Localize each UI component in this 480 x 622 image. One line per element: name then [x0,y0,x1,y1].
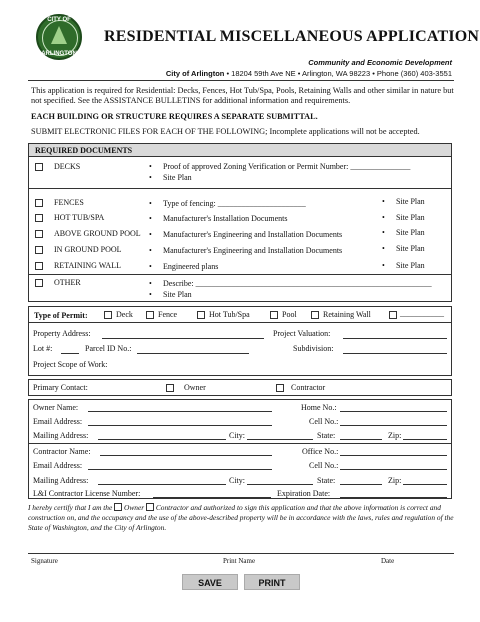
certification-text [28,503,454,533]
intro-paragraph: This application is required for Residential: Decks, Fences, Hot Tub/Spa, Pools, Retaining Walls and other similar in nature but not specified. See the ASSISTANCE BULLETINS for additional information and requirements. [31,86,454,105]
certify-contractor-checkbox[interactable] [146,503,154,511]
primary-contact-label: Primary Contact: [33,383,88,392]
owner-name-label: Owner Name: [33,403,79,412]
permit-deck-checkbox[interactable] [104,311,112,319]
contractor-email-label: Email Address: [33,461,83,470]
above-ground-pool-site-plan: • Site Plan [396,228,425,237]
city-logo [36,14,82,60]
parcel-id-field[interactable] [137,353,249,354]
subdivision-label: Subdivision: [293,344,334,353]
signature-label: Signature [31,557,58,565]
other-checkbox[interactable] [35,279,43,287]
primary-contractor-label: Contractor [291,383,326,392]
property-address-field[interactable] [102,338,264,339]
above-ground-pool-item-1: • Manufacturer's Engineering and Installation Documents [163,230,342,239]
owner-email-label: Email Address: [33,417,83,426]
hot-tub-checkbox[interactable] [35,214,43,222]
print-button[interactable]: PRINT [244,574,300,590]
signature-line[interactable] [28,553,454,554]
owner-zip-field[interactable] [403,439,447,440]
separate-submittal-note: EACH BUILDING OR STRUCTURE REQUIRES A SEPARATE SUBMITTAL. [31,112,318,121]
above-ground-pool-label: ABOVE GROUND POOL [54,229,141,238]
logo-text-bottom: ARLINGTON [41,51,77,57]
owner-state-field[interactable] [340,439,382,440]
project-valuation-field[interactable] [343,338,447,339]
contractor-name-label: Contractor Name: [33,447,91,456]
contractor-office-label: Office No.: [302,447,339,456]
property-address-label: Property Address: [33,329,91,338]
certify-owner-checkbox[interactable] [114,503,122,511]
contractor-cell-field[interactable] [340,469,447,470]
license-number-label: L&I Contractor License Number: [33,489,141,498]
page-title: RESIDENTIAL MISCELLANEOUS APPLICATION [104,28,480,45]
owner-cell-field[interactable] [340,425,447,426]
certify-pre: I hereby certify that I am the [28,503,113,512]
permit-hot-tub-label: Hot Tub/Spa [209,310,250,319]
contractor-zip-field[interactable] [403,484,447,485]
primary-contact-section [28,379,452,396]
city-name: City of Arlington [165,69,225,78]
decks-checkbox[interactable] [35,163,43,171]
contractor-cell-label: Cell No.: [309,461,339,470]
contractor-name-field[interactable] [100,455,272,456]
permit-pool-checkbox[interactable] [270,311,278,319]
subdivision-field[interactable] [343,353,447,354]
contractor-city-field[interactable] [247,484,313,485]
save-button[interactable]: SAVE [182,574,238,590]
contractor-zip-label: Zip: [388,476,402,485]
above-ground-pool-checkbox[interactable] [35,230,43,238]
owner-name-field[interactable] [88,411,272,412]
hot-tub-label: HOT TUB/SPA [54,213,105,222]
section-divider [28,322,452,323]
permit-retaining-wall-checkbox[interactable] [311,311,319,319]
other-item-1: • Describe: ___________________________________________________________ [163,279,432,288]
owner-state-label: State: [317,431,336,440]
contractor-city-label: City: [229,476,246,485]
row-divider [28,188,452,189]
decks-item-2: • Site Plan [163,173,192,182]
license-number-field[interactable] [153,497,271,498]
primary-contractor-checkbox[interactable] [276,384,284,392]
certify-post: Contractor and authorized to sign this application and that the above information is correct and construction on, and the occupancy and the use of the above-described property will be in accordance with the laws, rules and regulation of the State of Washington, and the City of Arlington. [28,503,454,532]
contractor-email-field[interactable] [88,469,272,470]
header-divider [28,80,454,81]
row-divider [28,274,452,275]
lot-label: Lot #: [33,344,53,353]
city-address [166,69,452,78]
in-ground-pool-item-1: • Manufacturer's Engineering and Installation Documents [163,246,342,255]
project-scope-label: Project Scope of Work: [33,360,108,369]
fences-label: FENCES [54,198,84,207]
date-label: Date [381,557,395,565]
owner-cell-label: Cell No.: [309,417,339,426]
department-name: Community and Economic Development [308,58,452,67]
permit-type-label: Type of Permit: [34,311,88,320]
print-name-label: Print Name [223,557,256,565]
permit-retaining-wall-label: Retaining Wall [323,310,371,319]
owner-email-field[interactable] [88,425,272,426]
hot-tub-site-plan: • Site Plan [396,213,425,222]
logo-text-top: CITY OF [47,17,71,23]
retaining-wall-item-1: • Engineered plans [163,262,218,271]
contractor-mailing-field[interactable] [98,484,226,485]
required-documents-heading: REQUIRED DOCUMENTS [28,143,452,157]
contractor-office-field[interactable] [340,455,447,456]
permit-other-line[interactable]: ___________ [400,309,444,318]
permit-fence-checkbox[interactable] [146,311,154,319]
in-ground-pool-label: IN GROUND POOL [54,245,122,254]
parcel-id-label: Parcel ID No.: [85,344,132,353]
contractor-mailing-label: Mailing Address: [33,476,89,485]
owner-zip-label: Zip: [388,431,402,440]
permit-deck-label: Deck [116,310,133,319]
expiration-date-label: Expiration Date: [277,489,331,498]
tree-icon [51,26,67,44]
other-label: OTHER [54,278,81,287]
fences-site-plan: • Site Plan [396,197,425,206]
hot-tub-item-1: • Manufacturer's Installation Documents [163,214,288,223]
fences-item-1: • Type of fencing: ______________________ [163,199,306,208]
owner-city-label: City: [229,431,246,440]
owner-home-label: Home No.: [301,403,337,412]
contractor-state-field[interactable] [340,484,382,485]
permit-other-checkbox[interactable] [389,311,397,319]
owner-mailing-field[interactable] [98,439,226,440]
owner-city-field[interactable] [247,439,313,440]
fences-checkbox[interactable] [35,199,43,207]
retaining-wall-site-plan: • Site Plan [396,261,425,270]
lot-field[interactable] [61,353,79,354]
in-ground-pool-site-plan: • Site Plan [396,244,425,253]
permit-pool-label: Pool [282,310,297,319]
decks-label: DECKS [54,162,81,171]
section-divider [28,443,452,444]
decks-item-1: • Proof of approved Zoning Verification or Permit Number: _______________ [163,162,410,171]
owner-mailing-label: Mailing Address: [33,431,89,440]
certify-owner-label: Owner [124,503,145,512]
in-ground-pool-checkbox[interactable] [35,246,43,254]
primary-owner-checkbox[interactable] [166,384,174,392]
retaining-wall-label: RETAINING WALL [54,261,121,270]
address-text: • 18204 59th Ave NE • Arlington, WA 98223 • Phone (360) 403-3551 [226,69,452,78]
retaining-wall-checkbox[interactable] [35,262,43,270]
owner-home-field[interactable] [340,411,447,412]
expiration-date-field[interactable] [340,497,447,498]
primary-owner-label: Owner [184,383,206,392]
submit-instructions: SUBMIT ELECTRONIC FILES FOR EACH OF THE FOLLOWING; Incomplete applications will not be accepted. [31,127,420,136]
project-valuation-label: Project Valuation: [273,329,331,338]
other-item-2: • Site Plan [163,290,192,299]
permit-hot-tub-checkbox[interactable] [197,311,205,319]
permit-fence-label: Fence [158,310,178,319]
contractor-state-label: State: [317,476,336,485]
